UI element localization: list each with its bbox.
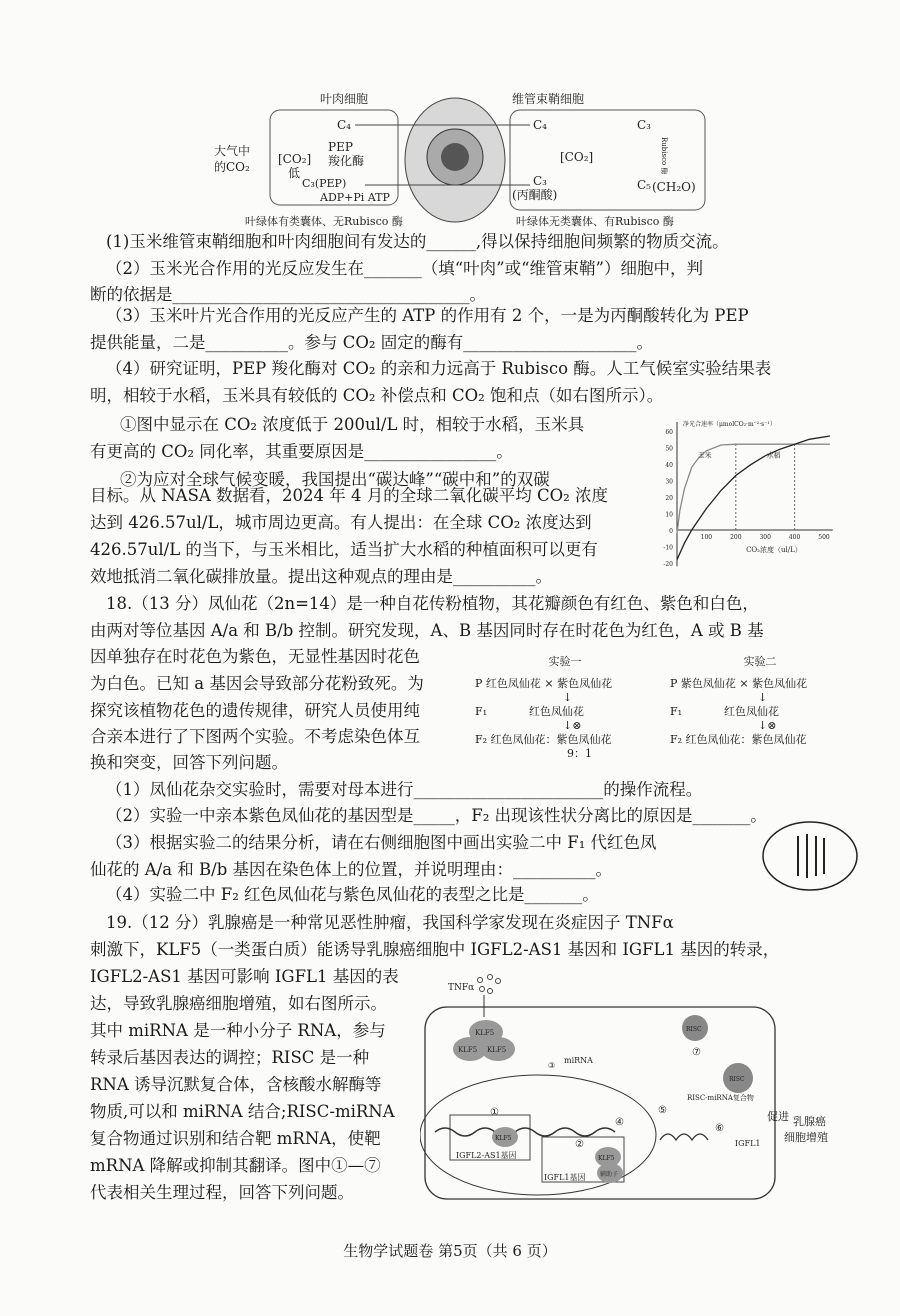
y-tick-label: 20 bbox=[665, 495, 673, 502]
q19-stem-4: 达，导致乳腺癌细胞增殖，如右图所示。 bbox=[90, 994, 387, 1013]
y-tick-label: 0 bbox=[669, 528, 673, 535]
effect-label-1: 乳腺癌 bbox=[793, 1115, 826, 1128]
q19-stem-8: 物质,可以和 miRNA 结合;RISC-miRNA bbox=[90, 1102, 395, 1121]
klf5-trimer bbox=[453, 1020, 515, 1061]
exp1-ratio: 9：1 bbox=[567, 747, 592, 760]
gene-igfl2-as1: IGFL2-AS1基因 bbox=[456, 1151, 517, 1160]
c3-pyruvate: C₃ bbox=[533, 174, 547, 188]
exp1-f1: 红色凤仙花 bbox=[529, 705, 585, 718]
adp-atp-label: ADP+Pi ATP bbox=[320, 191, 390, 204]
step-4: ④ bbox=[615, 1117, 624, 1128]
q19-stem-3: IGFL2-AS1 基因可影响 IGFL1 基因的表 bbox=[90, 967, 399, 986]
leaf-cross-section bbox=[405, 98, 505, 222]
step-7: ⑦ bbox=[692, 1047, 701, 1058]
y-tick-label: -20 bbox=[663, 561, 673, 568]
gene-igfl1: IGFL1基因 bbox=[544, 1173, 586, 1182]
q17-part1: (1)玉米维管束鞘细胞和叶肉细胞间有发达的______,得以保持细胞间频繁的物质交流。 bbox=[106, 232, 729, 251]
x-tick-label: 500 bbox=[818, 534, 830, 541]
q18-stem-3: 因单独存在时花色为紫色，无显性基因时花色 bbox=[90, 647, 420, 666]
left-caption: 叶绿体有类囊体、无Rubisco 酶 bbox=[245, 215, 403, 228]
legend-rice: 水稻 bbox=[766, 451, 781, 460]
bundle-sheath-label: 维管束鞘细胞 bbox=[512, 92, 585, 106]
q18-stem-2: 由两对等位基因 A/a 和 B/b 控制。研究发现，A、B 基因同时存在时花色为红色，A 或 B 基 bbox=[90, 621, 764, 640]
q18-part4: （4）实验二中 F₂ 红色凤仙花与紫色凤仙花的表型之比是_______。 bbox=[106, 885, 599, 904]
x-tick-label: 300 bbox=[759, 534, 771, 541]
q18-stem-1: 18.（13 分）凤仙花（2n=14）是一种自花传粉植物，其花瓣颜色有红色、紫色和白色， bbox=[106, 594, 759, 613]
q18-part3-cont: 仙花的 A/a 和 B/b 基因在染色体上的位置，并说明理由：__________。 bbox=[90, 860, 613, 879]
breast-cancer-mechanism-figure bbox=[420, 965, 870, 1205]
selfing-symbol: ⊗ bbox=[767, 719, 777, 732]
q18-part1: （1）凤仙花杂交实验时，需要对母本进行_______________________的操作流程。 bbox=[106, 780, 703, 799]
y-tick-label: -10 bbox=[663, 544, 673, 552]
exp1-f1-label: F₁ bbox=[475, 705, 488, 718]
y-tick-label: 50 bbox=[665, 445, 673, 453]
mirna-label: miRNA bbox=[564, 1056, 593, 1065]
tnf-label: TNFα bbox=[448, 983, 475, 993]
exp2-f1-label: F₁ bbox=[670, 705, 683, 718]
c5-label: C₅ bbox=[637, 178, 651, 192]
q19-stem-7: RNA 诱导沉默复合体，含核酸水解酶等 bbox=[90, 1075, 382, 1094]
x-tick-label: 200 bbox=[730, 534, 742, 541]
rubisco-label: Rubisco 酶 bbox=[660, 137, 668, 175]
klf5-label: KLF5 bbox=[475, 1029, 495, 1037]
y-tick-label: 60 bbox=[665, 429, 673, 436]
q17-part3-cont: 提供能量，二是__________。参与 CO₂ 固定的酶有_____________________。 bbox=[90, 333, 654, 352]
cofactor-label: 辅助子 bbox=[600, 1171, 619, 1178]
risc-label: RISC bbox=[729, 1076, 745, 1083]
q19-stem-9: 复合物通过识别和结合靶 mRNA，使靶 bbox=[90, 1129, 381, 1148]
klf5-label: KLF5 bbox=[598, 1155, 615, 1162]
q17-part2: （2）玉米光合作用的光反应发生在_______（填“叶肉”或“维管束鞘”）细胞中，判 bbox=[106, 259, 703, 278]
selfing-symbol: ⊗ bbox=[572, 719, 582, 732]
c4-left: C₄ bbox=[337, 118, 351, 132]
q17-sub2: ②为应对全球气候变暖，我国提出“碳达峰”“碳中和”的双碳 bbox=[120, 470, 550, 489]
q19-stem-2: 刺激下，KLF5（一类蛋白质）能诱导乳腺癌细胞中 IGFL2-AS1 基因和 IGFL1 基因的转录， bbox=[90, 940, 780, 959]
q17-part2-cont: 断的依据是____________________________________。 bbox=[90, 285, 486, 304]
right-caption: 叶绿体无类囊体、有Rubisco 酶 bbox=[516, 215, 674, 228]
q18-part3: （3）根据实验二的结果分析，请在右侧细胞图中画出实验二中 F₁ 代红色凤 bbox=[106, 833, 657, 852]
klf5-label: KLF5 bbox=[458, 1046, 478, 1054]
c3-calvin: C₃ bbox=[637, 118, 651, 132]
step-3: ③ bbox=[548, 1061, 556, 1070]
q17-part4: （4）研究证明，PEP 羧化酶对 CO₂ 的亲和力远高于 Rubisco 酶。人工气候室实验结果表 bbox=[106, 359, 772, 378]
c4-right: C₄ bbox=[533, 118, 547, 132]
q17-sub2-e: 效地抵消二氧化碳排放量。提出这种观点的理由是__________。 bbox=[90, 567, 552, 586]
low-label: 低 bbox=[288, 166, 301, 180]
klf5-label: KLF5 bbox=[487, 1046, 507, 1054]
effect-label-2: 细胞增殖 bbox=[784, 1131, 828, 1144]
q17-sub2-d: 426.57ul/L 的当下，与玉米相比，适当扩大水稻的种植面积可以更有 bbox=[90, 540, 598, 559]
cell-drawing-area[interactable] bbox=[760, 820, 860, 892]
klf5-label: KLF5 bbox=[495, 1135, 512, 1142]
experiment-1: 实验一 P 红色凤仙花 × 紫色凤仙花 ↓ F₁ 红色凤仙花 ↓⊗ F₂ 红色凤仙花：紫色凤仙花 9：1 bbox=[475, 655, 655, 761]
experiment-2: 实验二 P 紫色凤仙花 × 紫色凤仙花 ↓ F₁ 红色凤仙花 ↓⊗ F₂ 红色凤仙花：紫色凤仙花 bbox=[670, 655, 850, 747]
q17-part4-cont: 明，相较于水稻，玉米具有较低的 CO₂ 补偿点和 CO₂ 饱和点（如右图所示）。 bbox=[90, 386, 664, 405]
pyruvate-label: (丙酮酸) bbox=[512, 188, 558, 202]
step-5: ⑤ bbox=[658, 1105, 667, 1116]
q19-stem-6: 转录后基因表达的调控；RISC 是一种 bbox=[90, 1048, 370, 1067]
page-footer: 生物学试题卷 第5页（共 6 页） bbox=[343, 1242, 557, 1260]
q19-stem-5: 其中 miRNA 是一种小分子 RNA，参与 bbox=[90, 1021, 386, 1040]
q18-stem-5: 探究该植物花色的遗传规律，研究人员使用纯 bbox=[90, 701, 420, 720]
q19-stem-10: mRNA 降解或抑制其翻译。图中①—⑦ bbox=[90, 1156, 381, 1175]
risc-mirna-complex-label: RISC-miRNA复合物 bbox=[687, 1094, 754, 1102]
exp2-title: 实验二 bbox=[743, 655, 777, 668]
q17-sub2-c: 达到 426.57ul/L，城市周边更高。有人提出：在全球 CO₂ 浓度达到 bbox=[90, 513, 592, 532]
exp1-title: 实验一 bbox=[548, 655, 582, 668]
q17-sub1-cont: 有更高的 CO₂ 同化率，其重要原因是________________。 bbox=[90, 442, 513, 461]
q18-stem-4: 为白色。已知 a 基因会导致部分花粉致死。为 bbox=[90, 674, 424, 693]
chart-title: 净光合速率（μmolCO₂·m⁻²·s⁻¹） bbox=[683, 421, 776, 428]
step-6: ⑥ bbox=[715, 1123, 724, 1134]
co2-right: [CO₂] bbox=[560, 150, 594, 164]
exp2-f1: 红色凤仙花 bbox=[724, 705, 780, 718]
q17-sub1: ①图中显示在 CO₂ 浓度低于 200ul/L 时，相较于水稻，玉米具 bbox=[120, 415, 585, 434]
pep-label: PEP bbox=[328, 140, 353, 154]
legend-corn: 玉米 bbox=[697, 451, 712, 460]
y-tick-label: 10 bbox=[665, 511, 673, 519]
y-tick-label: 30 bbox=[665, 478, 673, 486]
q18-part2: （2）实验一中亲本紫色凤仙花的基因型是_____，F₂ 出现该性状分离比的原因是_______。 bbox=[106, 806, 767, 825]
q18-stem-6: 合亲本进行了下图两个实验。不考虑染色体互 bbox=[90, 727, 420, 746]
x-tick-label: 100 bbox=[700, 534, 713, 541]
x-axis-label: CO₂浓度（ul/L） bbox=[746, 546, 802, 554]
step-1: ① bbox=[490, 1107, 499, 1118]
y-tick-label: 40 bbox=[665, 462, 673, 469]
promote-label: 促进 bbox=[767, 1110, 789, 1123]
q19-stem-11: 代表相关生理过程，回答下列问题。 bbox=[90, 1183, 354, 1202]
step-2: ② bbox=[575, 1139, 584, 1150]
x-tick-label: 400 bbox=[788, 534, 801, 541]
exp2-parents: P 紫色凤仙花 × 紫色凤仙花 bbox=[670, 677, 808, 690]
atm-co2-label: 大气中 bbox=[214, 144, 251, 158]
exp2-f2: F₂ 红色凤仙花：紫色凤仙花 bbox=[670, 733, 807, 746]
c3-pep-label: C₃(PEP) bbox=[302, 177, 347, 190]
igfl1-protein-label: IGFL1 bbox=[735, 1139, 761, 1148]
atm-co2-label-2: 的CO₂ bbox=[214, 160, 250, 174]
q17-sub2-b: 目标。从 NASA 数据看，2024 年 4 月的全球二氧化碳平均 CO₂ 浓度 bbox=[90, 486, 609, 505]
co2-low-label: [CO₂] bbox=[278, 152, 312, 166]
q17-part3: （3）玉米叶片光合作用的光反应产生的 ATP 的作用有 2 个，一是为丙酮酸转化为 PEP bbox=[106, 306, 749, 325]
ch2o-label: (CH₂O) bbox=[652, 180, 696, 194]
mesophyll-label: 叶肉细胞 bbox=[320, 92, 369, 106]
c4-photosynthesis-diagram bbox=[200, 85, 720, 230]
exp1-f2: F₂ 红色凤仙花：紫色凤仙花 bbox=[475, 733, 612, 746]
co2-photosynthesis-chart bbox=[645, 410, 845, 580]
q19-stem-1: 19.（12 分）乳腺癌是一种常见恶性肿瘤，我国科学家发现在炎症因子 TNFα bbox=[106, 913, 674, 932]
q18-stem-7: 换和突变，回答下列问题。 bbox=[90, 753, 288, 772]
exp1-parents: P 红色凤仙花 × 紫色凤仙花 bbox=[475, 677, 613, 690]
pep-enzyme-label: 羧化酶 bbox=[328, 154, 365, 168]
risc-label: RISC bbox=[686, 1026, 702, 1033]
